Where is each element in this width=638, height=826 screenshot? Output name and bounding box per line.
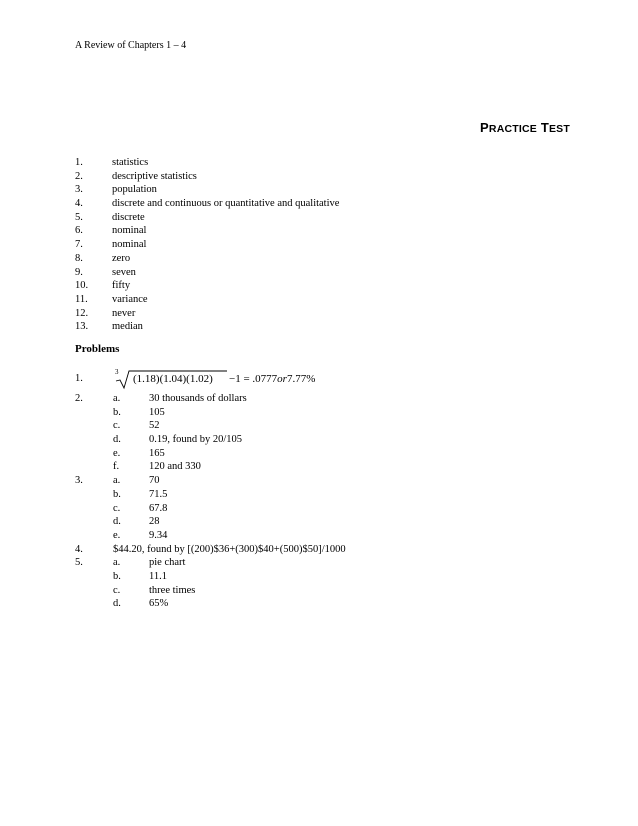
answer-number: 2. xyxy=(75,170,83,182)
part-label: c. xyxy=(113,584,121,596)
answer-text: seven xyxy=(112,266,136,278)
answer-text: population xyxy=(112,184,157,196)
part-answer: 71.5 xyxy=(149,488,168,500)
part-label: a. xyxy=(113,557,121,569)
part-answer: 65% xyxy=(149,598,169,610)
answer-number: 12. xyxy=(75,307,89,319)
answer-text: nominal xyxy=(112,239,147,251)
part-answer: 67.8 xyxy=(149,502,168,514)
title-rest-test: EST xyxy=(548,123,570,135)
part-label: e. xyxy=(113,529,121,541)
answer-number: 11. xyxy=(75,293,88,305)
answer-text: statistics xyxy=(112,157,149,168)
answer-number: 5. xyxy=(75,211,83,223)
part-label: c. xyxy=(113,420,121,432)
part-label: a. xyxy=(113,393,121,404)
part-label: b. xyxy=(113,570,121,582)
section-title xyxy=(480,120,570,135)
part-label: d. xyxy=(113,598,121,610)
answer-number: 1. xyxy=(75,157,83,168)
answer-text: discrete and continuous or quantitative and qualitative xyxy=(112,198,340,210)
part-answer: pie chart xyxy=(149,557,186,569)
title-rest-practice: RACTICE xyxy=(488,123,537,135)
problem-number: 2. xyxy=(75,393,83,404)
part-label: e. xyxy=(113,447,121,459)
part-answer: 105 xyxy=(149,406,165,418)
part-answer: 52 xyxy=(149,420,160,432)
part-answer: 0.19, found by 20/105 xyxy=(149,434,243,446)
answer-number: 7. xyxy=(75,239,83,251)
part-answer: 30 thousands of dollars xyxy=(149,393,247,404)
part-label: b. xyxy=(113,406,121,418)
part-answer: 70 xyxy=(149,475,160,487)
answer-number: 3. xyxy=(75,184,83,196)
part-answer: three times xyxy=(149,584,196,596)
problem-number: 1. xyxy=(75,373,83,384)
problem-answer: $44.20, found by [(200)$36+(300)$40+(500)$50]/1000 xyxy=(113,543,346,555)
formula-or: or xyxy=(277,373,287,385)
answer-number: 4. xyxy=(75,198,83,210)
part-answer: 11.1 xyxy=(149,570,167,582)
answer-number: 8. xyxy=(75,252,83,264)
answer-number: 10. xyxy=(75,280,89,292)
answer-text: median xyxy=(112,321,143,333)
part-label: a. xyxy=(113,475,121,487)
part-label: c. xyxy=(113,502,121,514)
problem-number: 4. xyxy=(75,543,83,555)
problem-1-formula-row xyxy=(75,370,375,390)
part-answer: 165 xyxy=(149,447,165,459)
answer-text: zero xyxy=(112,252,131,264)
answer-text: descriptive statistics xyxy=(112,170,197,182)
part-label: d. xyxy=(113,434,121,446)
title-initial-p: P xyxy=(480,120,489,135)
formula-percent: 7.77% xyxy=(286,373,316,385)
problems-heading: Problems xyxy=(75,343,120,355)
formula-equation: −1 = .0777 xyxy=(229,373,278,385)
part-answer: 28 xyxy=(149,516,160,528)
radicand: (1.18)(1.04)(1.02) xyxy=(133,373,213,385)
part-label: f. xyxy=(113,461,120,473)
title-initial-t: T xyxy=(540,120,549,135)
part-answer: 9.34 xyxy=(149,529,168,541)
part-answer: 120 and 330 xyxy=(149,461,201,473)
answer-text: never xyxy=(112,307,136,319)
answer-number: 6. xyxy=(75,225,83,237)
problem-number: 3. xyxy=(75,475,83,487)
answer-text: variance xyxy=(112,293,148,305)
running-header: A Review of Chapters 1 – 4 xyxy=(75,40,187,51)
answer-number: 9. xyxy=(75,266,83,278)
answer-text: nominal xyxy=(112,225,147,237)
answer-text: discrete xyxy=(112,211,145,223)
formula-result xyxy=(229,373,315,385)
part-label: b. xyxy=(113,488,121,500)
answer-number: 13. xyxy=(75,321,89,333)
answer-text: fifty xyxy=(112,280,131,292)
part-label: d. xyxy=(113,516,121,528)
problem-number: 5. xyxy=(75,557,83,569)
root-index: 3 xyxy=(115,368,119,376)
